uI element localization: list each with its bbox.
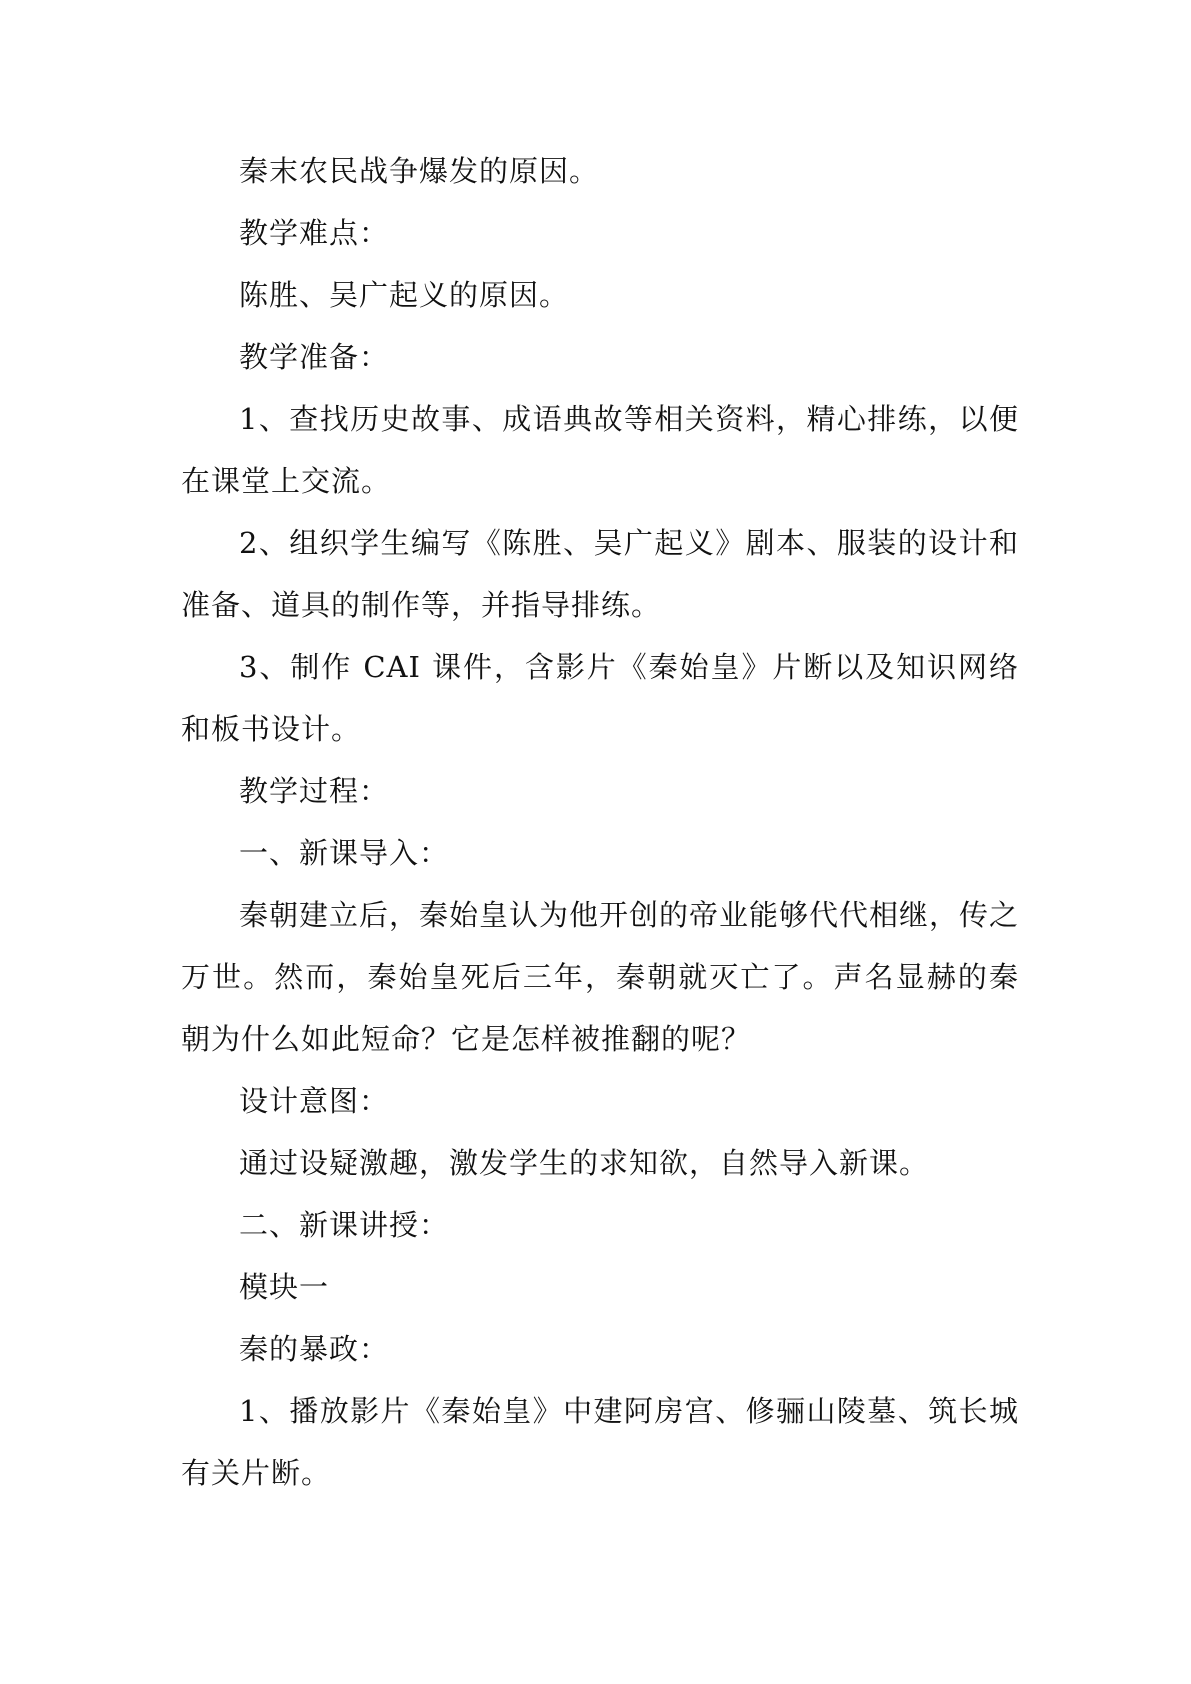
paragraph: 通过设疑激趣，激发学生的求知欲，自然导入新课。 xyxy=(239,1146,930,1180)
document-body xyxy=(181,140,1019,1504)
paragraph: 3、制作 CAI 课件，含影片《秦始皇》片断以及知识网络和板书设计。 xyxy=(181,650,1019,746)
paragraph: 教学过程： xyxy=(239,774,390,808)
paragraph: 二、新课讲授： xyxy=(239,1208,450,1242)
paragraph: 1、播放影片《秦始皇》中建阿房宫、修骊山陵墓、筑长城有关片断。 xyxy=(181,1394,1019,1490)
paragraph: 秦的暴政： xyxy=(239,1332,390,1366)
paragraph: 2、组织学生编写《陈胜、吴广起义》剧本、服装的设计和准备、道具的制作等，并指导排练。 xyxy=(181,526,1019,622)
paragraph: 陈胜、吴广起义的原因。 xyxy=(239,278,570,312)
paragraph: 秦朝建立后，秦始皇认为他开创的帝业能够代代相继，传之万世。然而，秦始皇死后三年，秦朝就灭亡了。声名显赫的秦朝为什么如此短命？它是怎样被推翻的呢？ xyxy=(181,898,1020,1056)
paragraph: 教学准备： xyxy=(239,340,390,374)
paragraph: 1、查找历史故事、成语典故等相关资料，精心排练，以便在课堂上交流。 xyxy=(181,402,1019,498)
paragraph: 秦末农民战争爆发的原因。 xyxy=(239,154,600,188)
paragraph: 模块一 xyxy=(239,1270,330,1304)
paragraph: 一、新课导入： xyxy=(239,836,450,870)
paragraph: 教学难点： xyxy=(239,216,390,250)
paragraph: 设计意图： xyxy=(239,1084,390,1118)
